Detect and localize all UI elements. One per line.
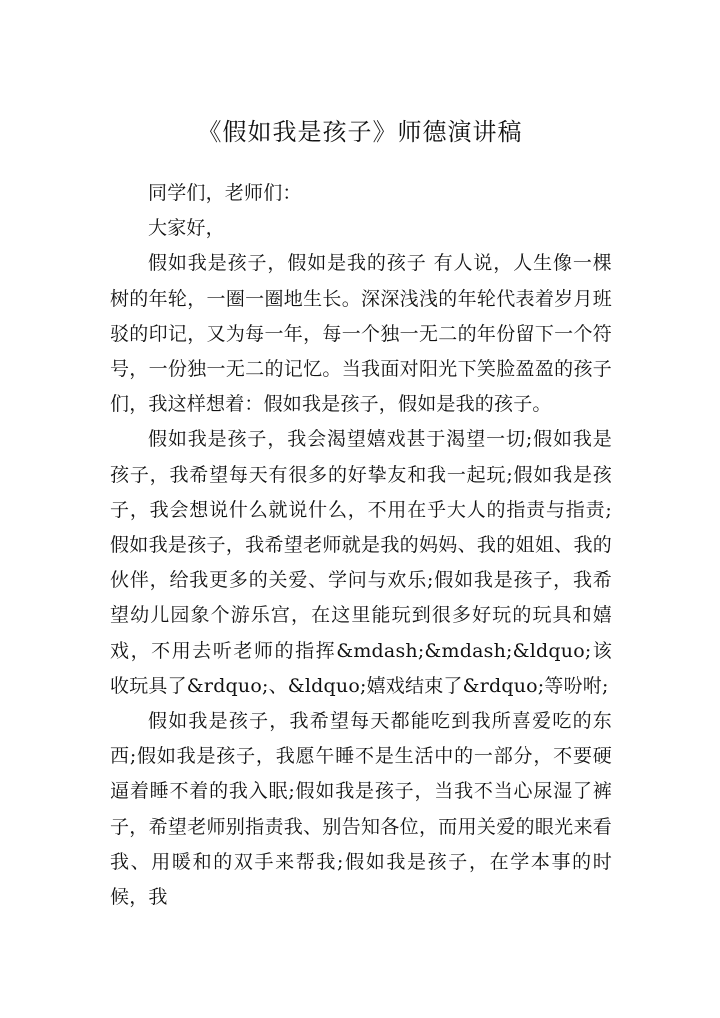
paragraph-3: 假如我是孩子，我希望每天都能吃到我所喜爱吃的东西;假如我是孩子，我愿午睡不是生活中的一部分，不要硬逼着睡不着的我入眠;假如我是孩子，当我不当心尿湿了裤子，希望老师别指责我、别告知各位，而用关爱的眼光来看我、用暖和的双手来帮我;假如我是孩子，在学本事的时候，我 bbox=[110, 710, 612, 909]
document-title: 《假如我是孩子》师德演讲稿 bbox=[197, 118, 523, 146]
paragraph-hello: 大家好， bbox=[148, 217, 225, 240]
paragraph-2: 假如我是孩子，我会渴望嬉戏甚于渴望一切;假如我是孩子，我希望每天有很多的好挚友和我一起玩;假如我是孩子，我会想说什么就说什么，不用在乎大人的指责与指责;假如我是孩子，我希望老师就是我的妈妈、我的姐姐、我的伙伴，给我更多的关爱、学问与欢乐;假如我是孩子，我希望幼儿园象个游乐宫，在这里能玩到很多好玩的玩具和嬉戏，不用去听老师的指挥&mdash;&mdash;&ldquo;该收玩具了&rdquo;、&ldquo;嬉戏结束了&rdquo;等吩咐; bbox=[110, 428, 612, 697]
document-body bbox=[110, 176, 612, 915]
paragraph-greeting: 同学们，老师们： bbox=[148, 182, 302, 204]
paragraph-1: 假如我是孩子，假如是我的孩子 有人说，人生像一棵树的年轮，一圈一圈地生长。深深浅浅的年轮代表着岁月班驳的印记，又为每一年，每一个独一无二的年份留下一个符号，一份独一无二的记忆。当我面对阳光下笑脸盈盈的孩子们，我这样想着：假如我是孩子，假如是我的孩子。 bbox=[110, 252, 612, 416]
